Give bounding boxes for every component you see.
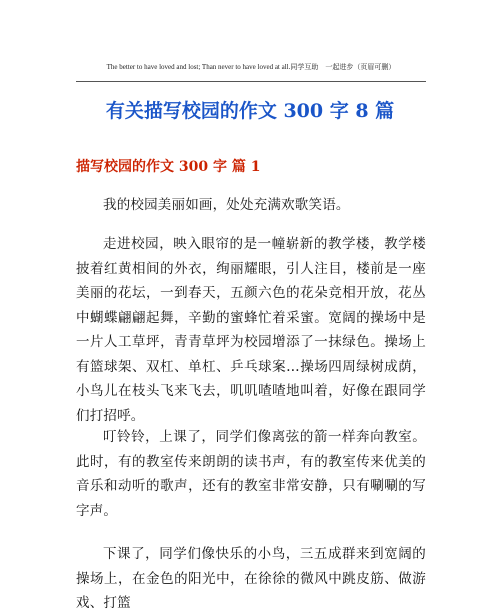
paragraph-4: 下课了，同学们像快乐的小鸟，三五成群来到宽阔的操场上，在金色的阳光中，在徐徐的微风中跳皮筋、做游戏、打篮 [76, 546, 426, 611]
paragraph-2: 走进校园，映入眼帘的是一幢崭新的教学楼，教学楼披着红黄相间的外衣，绚丽耀眼，引人注目，楼前是一座美丽的花坛，一到春天，五颜六色的花朵竞相开放，花丛中蝴蝶翩翩起舞，辛勤的蜜蜂忙着采蜜。宽阔的操场中是一片人工草坪，青青草坪为校园增添了一抹绿色。操场上有篮球架、双杠、单杠、乒乓球案…操场四周绿树成荫，小鸟儿在枝头飞来飞去，叽叽喳喳地叫着，好像在跟同学们打招呼。 [76, 236, 426, 424]
page-header: The better to have loved and lost; Than never to have loved at all.同学互助 一起进步（页眉可删） [106, 63, 396, 71]
paragraph-3: 叮铃铃，上课了，同学们像离弦的箭一样奔向教室。此时，有的教室传来朗朗的读书声，有的教室传来优美的音乐和动听的歌声，还有的教室非常安静，只有唰唰的写字声。 [76, 429, 426, 519]
document-title: 有关描写校园的作文 300 字 8 篇 [105, 100, 395, 122]
header-divider [76, 81, 426, 82]
paragraph-1: 我的校园美丽如画，处处充满欢歌笑语。 [103, 197, 350, 213]
section-heading: 描写校园的作文 300 字 篇 1 [76, 159, 261, 175]
